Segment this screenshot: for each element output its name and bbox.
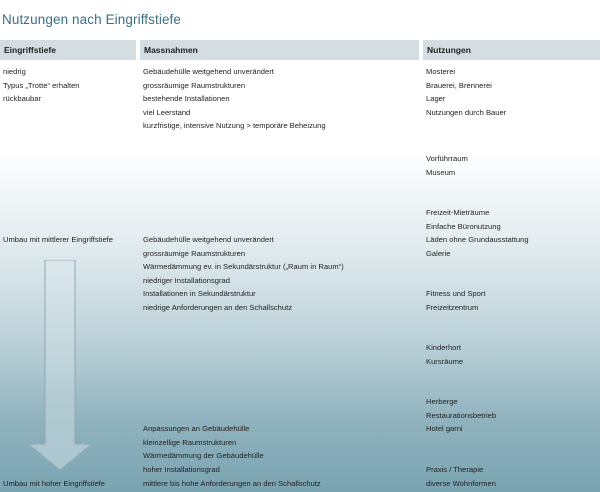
massnahme-low-5: kurzfristige, intensive Nutzung > temporäre Beheizung [143,121,326,130]
massnahme-low-3: bestehende Installationen [143,94,230,103]
massnahme-high-1: Anpassungen an Gebäudehülle [143,424,250,433]
nutzung-g7-2: diverse Wohnformen [426,479,496,488]
nutzung-g2-1: Vorführraum [426,154,468,163]
nutzung-g3-3: Läden ohne Grundausstattung [426,235,529,244]
massnahme-high-3: Wärmedämmung der Gebäudehülle [143,451,264,460]
down-arrow-icon [24,260,96,472]
nutzung-g4-2: Freizeitzentrum [426,302,479,312]
header-eingriffstiefe: Eingriffstiefe [0,40,136,60]
massnahme-mid-6: niedrige Anforderungen an den Schallschutz [143,302,293,312]
eingriffstiefe-low-1: niedrig [3,67,26,76]
header-massnahmen: Massnahmen [140,40,419,60]
nutzung-g3-4: Galerie [426,248,451,258]
nutzung-g3-2: Einfache Büronutzung [426,221,501,231]
eingriffstiefe-high: Umbau mit hoher Eingriffstiefe [3,479,106,488]
massnahme-mid-1: Gebäudehülle weitgehend unverändert [143,235,274,244]
massnahme-low-4: viel Leerstand [143,107,191,117]
massnahme-high-5: mittlere bis hohe Anforderungen an den Schallschutz [143,479,321,488]
header-nutzungen: Nutzungen [423,40,600,60]
nutzung-g5-2: Kursräume [426,356,464,366]
massnahme-low-1: Gebäudehülle weitgehend unverändert [143,67,274,76]
nutzung-g1-1: Mosterei [426,67,456,76]
eingriffstiefe-low-2: Typus „Trotte“ erhalten [3,80,80,90]
massnahme-high-2: kleinzellige Raumstrukturen [143,437,237,447]
nutzung-g1-4: Nutzungen durch Bauer [426,107,507,117]
massnahme-mid-2: grossräumige Raumstrukturen [143,248,246,258]
massnahme-high-4: hoher Installationsgrad [143,464,220,474]
nutzung-g6-1: Herberge [426,397,458,406]
massnahme-low-2: grossräumige Raumstrukturen [143,80,246,90]
nutzung-g1-3: Lager [426,94,446,103]
nutzung-g2-2: Museum [426,167,456,177]
massnahme-mid-4: niedriger Installationsgrad [143,275,230,285]
nutzung-g4-1: Fitness und Sport [426,289,486,298]
nutzung-g1-2: Brauerei, Brennerei [426,80,492,90]
nutzung-g5-1: Kinderhort [426,343,462,352]
eingriffstiefe-low-3: rückbaubar [3,94,41,103]
nutzung-g6-3: Hotel garni [426,424,463,433]
massnahme-mid-3: Wärmedämmung ev. in Sekundärstruktur („Raum in Raum“) [143,262,344,271]
nutzung-g6-2: Restaurationsbetrieb [426,410,497,420]
massnahme-mid-5: Installationen in Sekundärstruktur [143,289,256,298]
nutzung-g3-1: Freizeit-Mieträume [426,208,490,217]
nutzung-g7-1: Praxis / Therapie [426,464,484,474]
page-title: Nutzungen nach Eingriffstiefe [2,12,182,27]
eingriffstiefe-mid: Umbau mit mittlerer Eingriffstiefe [3,235,114,244]
